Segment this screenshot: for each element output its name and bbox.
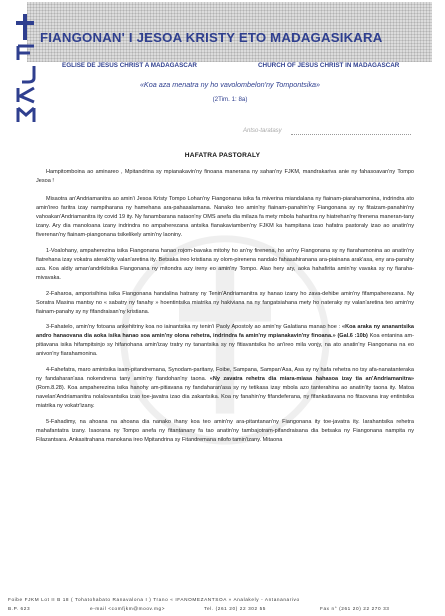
- letter-body: [36, 168, 414, 451]
- footer-tel: Tel. (261 20) 22 302 55: [204, 606, 267, 611]
- footer-email: e-mail <comfjkm@moov.mg>: [90, 606, 166, 611]
- fjkm-logo-icon: [10, 14, 42, 126]
- paragraph-1: 1-Voalohany, ampaherezina isika Fiangonana hanao rojom-bavaka mitohy ho an'ny firenena, ho an'ny Fiangonana sy ny fiarahamonina ao anatin'ny fiatrehana izay vokatra aterak'ity valan'aretina ity. Betsaka ireo kristiana sy olom-pirenena nandalo fahasahiranana ara-piainana arak'asa, eny ara-panahy aza. Koa aldiy aman'andrikitsika Fiangonana ny mitondra azy ireny eo amin'ny Tompo. Alao hery ary, aoka hahafirita amin'ny vavaka sy ny fiaraha-mivavaka.: [36, 247, 414, 281]
- footer-bp: B.P. 623: [8, 606, 31, 611]
- paragraph-4-lead: 4-Fahefatra, maro amintsika isam-pitandremana, Synodam-paritany, Foibe, Sampana, Sampan'Asa, Asa sy ny hafa rehetra no tsy afa-nanatanteraka ny fandaharan'asa nokendrena tany amin'ny fiandohan'ny taona.: [36, 366, 414, 382]
- romans-quote: «Ny zavatra rehetra dia miara-miasa hahasoa izay tia an'Andriamanitra»: [209, 375, 415, 382]
- paragraph-greeting: Hampitomboina ao aminareo , Mpitandrina sy mpianakavin'ny finoana manerana ny sahan'ny FJKM, mandrakariva anie ny fahasoavan'ny Tompo Jesoa !: [36, 169, 414, 185]
- church-title: FIANGONAN' I JESOA KRISTY ETO MADAGASIKARA: [40, 30, 383, 45]
- motto-reference: (2Tim. 1: 8a): [212, 96, 248, 103]
- paragraph-2: 2-Faharoa, amporisihina isika Fiangonana handalina hatrany ny Tenin'Andriamanitra sy hanao izany ho zava-dehibe amin'ny fifampaherezana. Ny Soratra Masina mantsy no « sabatry ny fanahy » hoentintsika miatrika ny hakiviana na ny fangatsiahana mety ho nateraky ny valan'aretina teo amin'ny fiainam-panahy sy ny fifandraisan'ny kristiana.: [36, 290, 414, 315]
- galatians-quote: «Koa araka ny ananantsika andro hanaovana dia aoka isika hanao soa amin'ny olona rehetra, indrindra fa amin'ny mpianakavin'ny finoana.» (Gal.6 :10b): [36, 324, 414, 340]
- paragraph-4-tail: (Rom.8.28). Koa ampaherezina isika hanohy am-pitiavana ny fandaharan'asa sy ny tetikasa izay mbola azo tanterahina ao anatin'ity taona ity. Matoa navelan'Andriamanitra nolalovantsika izao toe-javatra izao dia zakantsika. Koa ny fanahin'ny fifandeferana, ny fifankatiavana no fitaovana iray entintsika miatrika ny vokatr'izany.: [36, 384, 414, 410]
- reference-dotted-line: [291, 134, 411, 135]
- paragraph-4: [36, 366, 414, 411]
- reference-line: [243, 128, 413, 138]
- paragraph-intro: Misaotra an'Andriamanitra ao amin'i Jesoa Kristy Tompo Lohan'ny Fiangonana isika fa miverina miandalana ny fiainam-piarahamonina, indrindra ato amin'ireo faritra izay nampiharana ny hamehana ara-pahasalamana. Nanako teo amin'ny fiainam-panahin'ny Fiangonana sy ny fitaizam-panahin'ny vahoakan'Andriamanitra ity covid 19 ity. Ny fanambarana nataon'ny OMS anefa dia milaza fa mety mbola haharitra ny hiatrehan'ny firenena maneran-tany izany. Ary dia manoloana izany indrindra no ampaherezana antsika fianakaviamben'ny FJKM ka hampitana izao hafatra pastoraly izao ao anatin'ny fiverenan'ny fiainam-piangonana tsikelikely amin'ny laoniny.: [36, 196, 414, 239]
- motto-text: «Koa aza menatra ny ho vavolombelon'ny Tompontsika»: [139, 80, 321, 89]
- paragraph-3-tail: Koa entanina am-pitiavana isika hifampitsinjo sy hifanohana amin'izay tratry ny tanantsika sy ny fitiavantsika ho an'ireo mila vonjy, na ato anatin'ny Fiangonana na eo anivon'ny fiarahamonina.: [36, 333, 414, 358]
- footer-address: Foibe FJKM Lot II B 18 ( Tohatohabato Ranavalona I ) Trano « IFANOMEZANTSOA » Analakely - Antananarivo: [8, 597, 300, 602]
- reference-label: Antso-taratasy: [243, 128, 282, 134]
- document-title: HAFATRA PASTORALY: [184, 152, 261, 159]
- paragraph-5: 5-Fahadimy, na ahoana na ahoana dia nanako ihany koa teo amin'ny ara-pitantanan'ny Fiangonana ity toe-javatra ity. Iarahantsika rehetra mahafantatra izany. Isaorana ny Tompo anefa ny fitantanany fa tao anatin'ny tambajotram-pifandraisana dia betsaka ny Fiangonana nampita ny Filazantsara. Ankasitrahana manokana ireo Mpitandrina sy Fitandremana nilofo tamin'izany. Mitaona: [36, 418, 414, 443]
- footer-fax: Fax n° (261 20) 22 270 33: [320, 606, 390, 611]
- paragraph-3-lead: 3-Fahatelo, amin'ny fotoana ankehitriny koa no iainantsika ny tenin'i Paoly Apostoly ao amin'ny Galatiana manao hoe :: [46, 324, 341, 331]
- paragraph-3: [36, 323, 414, 359]
- church-name-english: CHURCH OF JESUS CHRIST IN MADAGASCAR: [258, 62, 400, 69]
- church-name-french: EGLISE DE JESUS CHRIST A MADAGASCAR: [62, 62, 197, 69]
